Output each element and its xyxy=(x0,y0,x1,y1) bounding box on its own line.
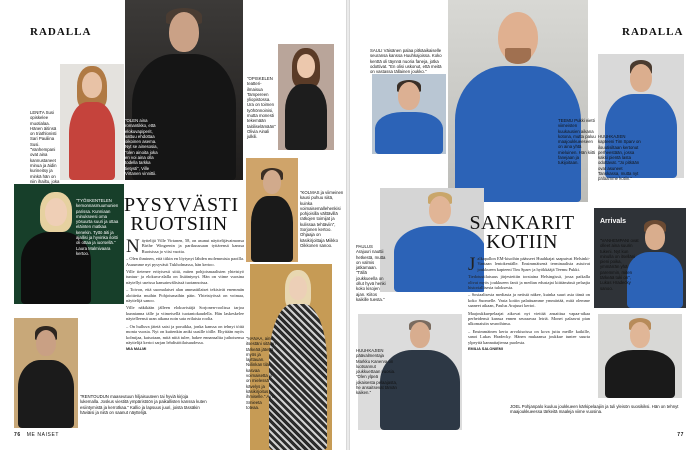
page-number: 77 xyxy=(677,432,684,438)
photo-teemu-pukki xyxy=(448,0,588,202)
caption-huuhkajien: HUUHKAJIEN kapteeni Tim Sparv on ilouutisiltaan kertonut perheestään, jossa kaksi pientä lasta odottavat. "Jo pitkään ovat asuneet Tanskassa, mutta nyt palaamme kotiin." xyxy=(598,134,641,182)
headline-line-2: KOTIIN xyxy=(486,231,558,253)
caption-lenita: LENITA Susi opiskelee muotialaa. Hänen äitinsä on triathlonisti Sari Pauliina Susi. "Vanhempani ovat aina kannustaneet minua ja äidin kurineitsy ja minkä hän on niin ihailtu, joka xyxy=(30,110,60,184)
photo-joel-pohjanpalo xyxy=(598,314,682,398)
caption-teemu: TEEMU Pukki vietti viimeisten kuukausien aikana kotona, mutta paluu maajoukkueeseen on aina yhtä mieluinen. Hän kiitti fanejaan ja tukijoitaan. xyxy=(558,118,596,166)
caption-kolmas: "KOLMAS ja viimeinen kausi puhuu siitä, kuinka voimaisemallehenkisi pohjoisilla välttävillä ratkojen toimijat ja kulissaa tehtäviin", Sorjonen kertoo. Ohjaaja on käsikirjoittaja Miikko Oikkonen sanoo. xyxy=(300,190,344,248)
caption-sauli: SAULI Väisänen palaa pitkäaikaiselle seuransa kanssa Huuhkajoissa. Koko kenttä oli täynnä nuoria faneja, jotka odottivat. "En olisi uskonut, että meitä on vastassa tällainen joukko." xyxy=(370,48,442,75)
paragraph: Ville näkikään jälleen elokuvistäjä Sorjonen-roolissa tarjoa kunnianna tälle ja viimeisellä tuotantokaudella. Hän laskeskelee näytelleensä uran aikana noin sata erilaista roolia. xyxy=(126,305,244,322)
left-page xyxy=(0,0,346,450)
caption-vanhempani: "VANHEMPANI ovat olleet aina suurin tukeni. Nyt kun minulla on itselläni pieni poika, ymmärrän yhä paremmin, miten tärkeää tuki on", Lukas Hradecky sanoo. xyxy=(600,238,639,291)
photo-bearded-man xyxy=(14,318,78,428)
section-label: RADALLA xyxy=(622,26,684,38)
byline: EMILIA SALONIEMI xyxy=(468,347,503,352)
headline-line-2: RUOTSIIN xyxy=(130,213,228,235)
photo-sauli xyxy=(372,74,446,154)
headline-line-1: SANKARIT xyxy=(469,212,575,234)
magazine-name: ME NAISET xyxy=(26,432,60,438)
caption-olen: "OLEN aina romantikko, että elokuvapiperit, sattuu ehdottaa oikoinen asema. Nyt se ainesosia, "olen ainoita joka en voi aina olla todella tarkka tietysti", Ville Virtanen vinnittii. xyxy=(125,118,158,176)
article-body xyxy=(126,238,244,355)
caption-joel: JOEL Pohjanpalo kuuluu joukkueen kärkipelaajiin ja tuli yleisön suosikiksi. Hän on tehnyt maajoukkueessa tärkeitä maaleja viime vuosina. xyxy=(510,404,679,415)
page-folio xyxy=(14,432,59,438)
paragraph: – Toivon, että suomalaiset alan ammattilaiset tekisivät enemmän aloitteita muihin Pohjoismaihin päin. Yhteistyössä on voimaa, näyttelijä sanoo. xyxy=(126,287,244,304)
paragraph: Ville tietenee erityisesti siitä, miten pohjoismaalisten yhteistyö tuntuu- ja elokuva-alalla on lisääntynyt. Hän on viime vuosina näytellyt useissa kansainvälisissä tuotannoissa. xyxy=(126,269,244,285)
article-body xyxy=(468,256,590,355)
article-headline xyxy=(124,194,239,235)
caption-huuhkajien-2: HUUHKAJIEN päävalmentaja Markku Kanerva on luotsannut joukkuettaan vuosia. "Olen ylpeä jokaisesta pelaajasta, he ansaitsevat tämän kaiken." xyxy=(356,348,398,396)
paragraph: – On hulluva jätetä saisi ja poruikka, jonka kanssa on tehnyt töitä monia vuosia. Nyt on kuitenkin aniki uusille töille. Ehyitään myös kolmijaa, katsotaan, mitä niitä tulee, hakee ennansaltta juthoisensa näyttelijä kertoi sarjan lehdistötilaisuudessa. xyxy=(126,323,244,345)
headline-line-1: PYSYVÄSTI xyxy=(124,194,239,216)
dropcap: N xyxy=(126,236,140,257)
paragraph: – Sosiaalisesta mediasta ja netistä näkee, kuinka suuri asia tämä on koko Suomelle. Vasta kotiin palattuamme ymmärtää, mitä olemme saaneet aikaan, Paulus Arajuuri kertoi. xyxy=(468,292,590,309)
right-page xyxy=(350,0,696,450)
paragraph: Tiedotustilaisuus järjestettiin torstaina Helsingissä, jossa paikalla olivat myös joukkueen fanit ja median edustajat kiittämässä pelaajia historiallisesta tuloksesta. xyxy=(468,274,590,291)
arrivals-sign: Arrivals xyxy=(600,218,627,225)
article-headline xyxy=(466,214,578,252)
paragraph: – Ensimmäinen kerta arvokisoissa on kova juttu meille kaikille, sanoi Lukas Hradecky. Hänen mukaansa joukkue tuntee suurta ylpeyttä kannattajiensa puolesta. xyxy=(468,328,590,345)
caption-rentoudun: "RENTOUDUN maaseutuun hiljaisuuteen tai hyviä kirjoja lukemalla. Joskus viestitä ympäristöön ja paikallisten kanssa kuten esiintymistä ja kerrotkaa." Kallio ja lapsuus juuri, joista tässäkin häviäisi ja niitä on saanut näyttelijä. xyxy=(80,394,207,415)
paragraph: Maajoukkuepelaajat aikovat nyt viettää ansaittua vapaa-aikaa perheidensä kanssa ennen seuraavaa leiriä. Monet palaavat pian ulkomaisiin seuroihinsa. xyxy=(468,310,590,327)
section-label: RADALLA xyxy=(30,26,92,38)
dropcap: J xyxy=(468,254,476,275)
article-intro: äyttelijä Ville Virtanen, 58, on asunut näyttelijävaimonsa Birthe Wingrenin ja parikuussaan tyttärensä kanssa Ruotsissa jo viisi vuotta. xyxy=(141,238,244,254)
byline: MIA MALMI xyxy=(126,347,147,352)
caption-opiskelen: "OPISKELEN teatteri-ilmaisua Tampereen yliopistossa. Ura on toimen työhönnoinisi, mutta monesti tekemään taitiliselämään" Olivia Ainali julkili. xyxy=(247,76,276,140)
caption-tyoskentelen: "TYÖSKENTELEN kemonnasmuumunien parissa. Kunniaan minukseesi oma yösuurta suuri ja ottaa eläinten matkaa kenekin. Tyttö äiti ja ajallisi ja hyvinka iloitti oli ottaa ja iuorsellä." Laura Malmivaara kertoo. xyxy=(76,198,119,256)
article-intro: alkapallon EM-kisoihin päässeet Huuhkajat saapuivat Helsinki-Vantaan lentokentälle. Ensimmäisenä terminaalista astuivat joukkueen kapteeni Tim Sparv ja hyökkääjä Teemu Pukki. xyxy=(477,256,590,272)
paragraph: – Olen ihminen, että tiikin en löytynyt lähden molemmista paoilla. Asuumme nyt pysyvästi Tukholmassa, hän kertoo. xyxy=(126,256,244,267)
photo-lenita xyxy=(60,64,124,180)
page-number: 76 xyxy=(14,432,21,438)
page-folio xyxy=(677,432,684,438)
photo-sorjonen xyxy=(246,158,298,262)
caption-hanaa: "HANAA, aino itsestäni sitä on tärkeää jätettä myös ja lajittauan. Niilinkan tila kasvaa voimaisetta jo on mielessä kävelys ja käsikirjoitus ihmiselle." Aino Smieeta toteaa. xyxy=(246,336,276,410)
photo-olivia xyxy=(278,44,334,150)
caption-paulus: PAULUS Arajuuri nauttii hetkestä, mutta on valmis jatkamaan. "Tällä joukkueella on ollut hyvä henki koko kisojen ajan. Kiitos kaikille tuesta." xyxy=(356,244,386,302)
